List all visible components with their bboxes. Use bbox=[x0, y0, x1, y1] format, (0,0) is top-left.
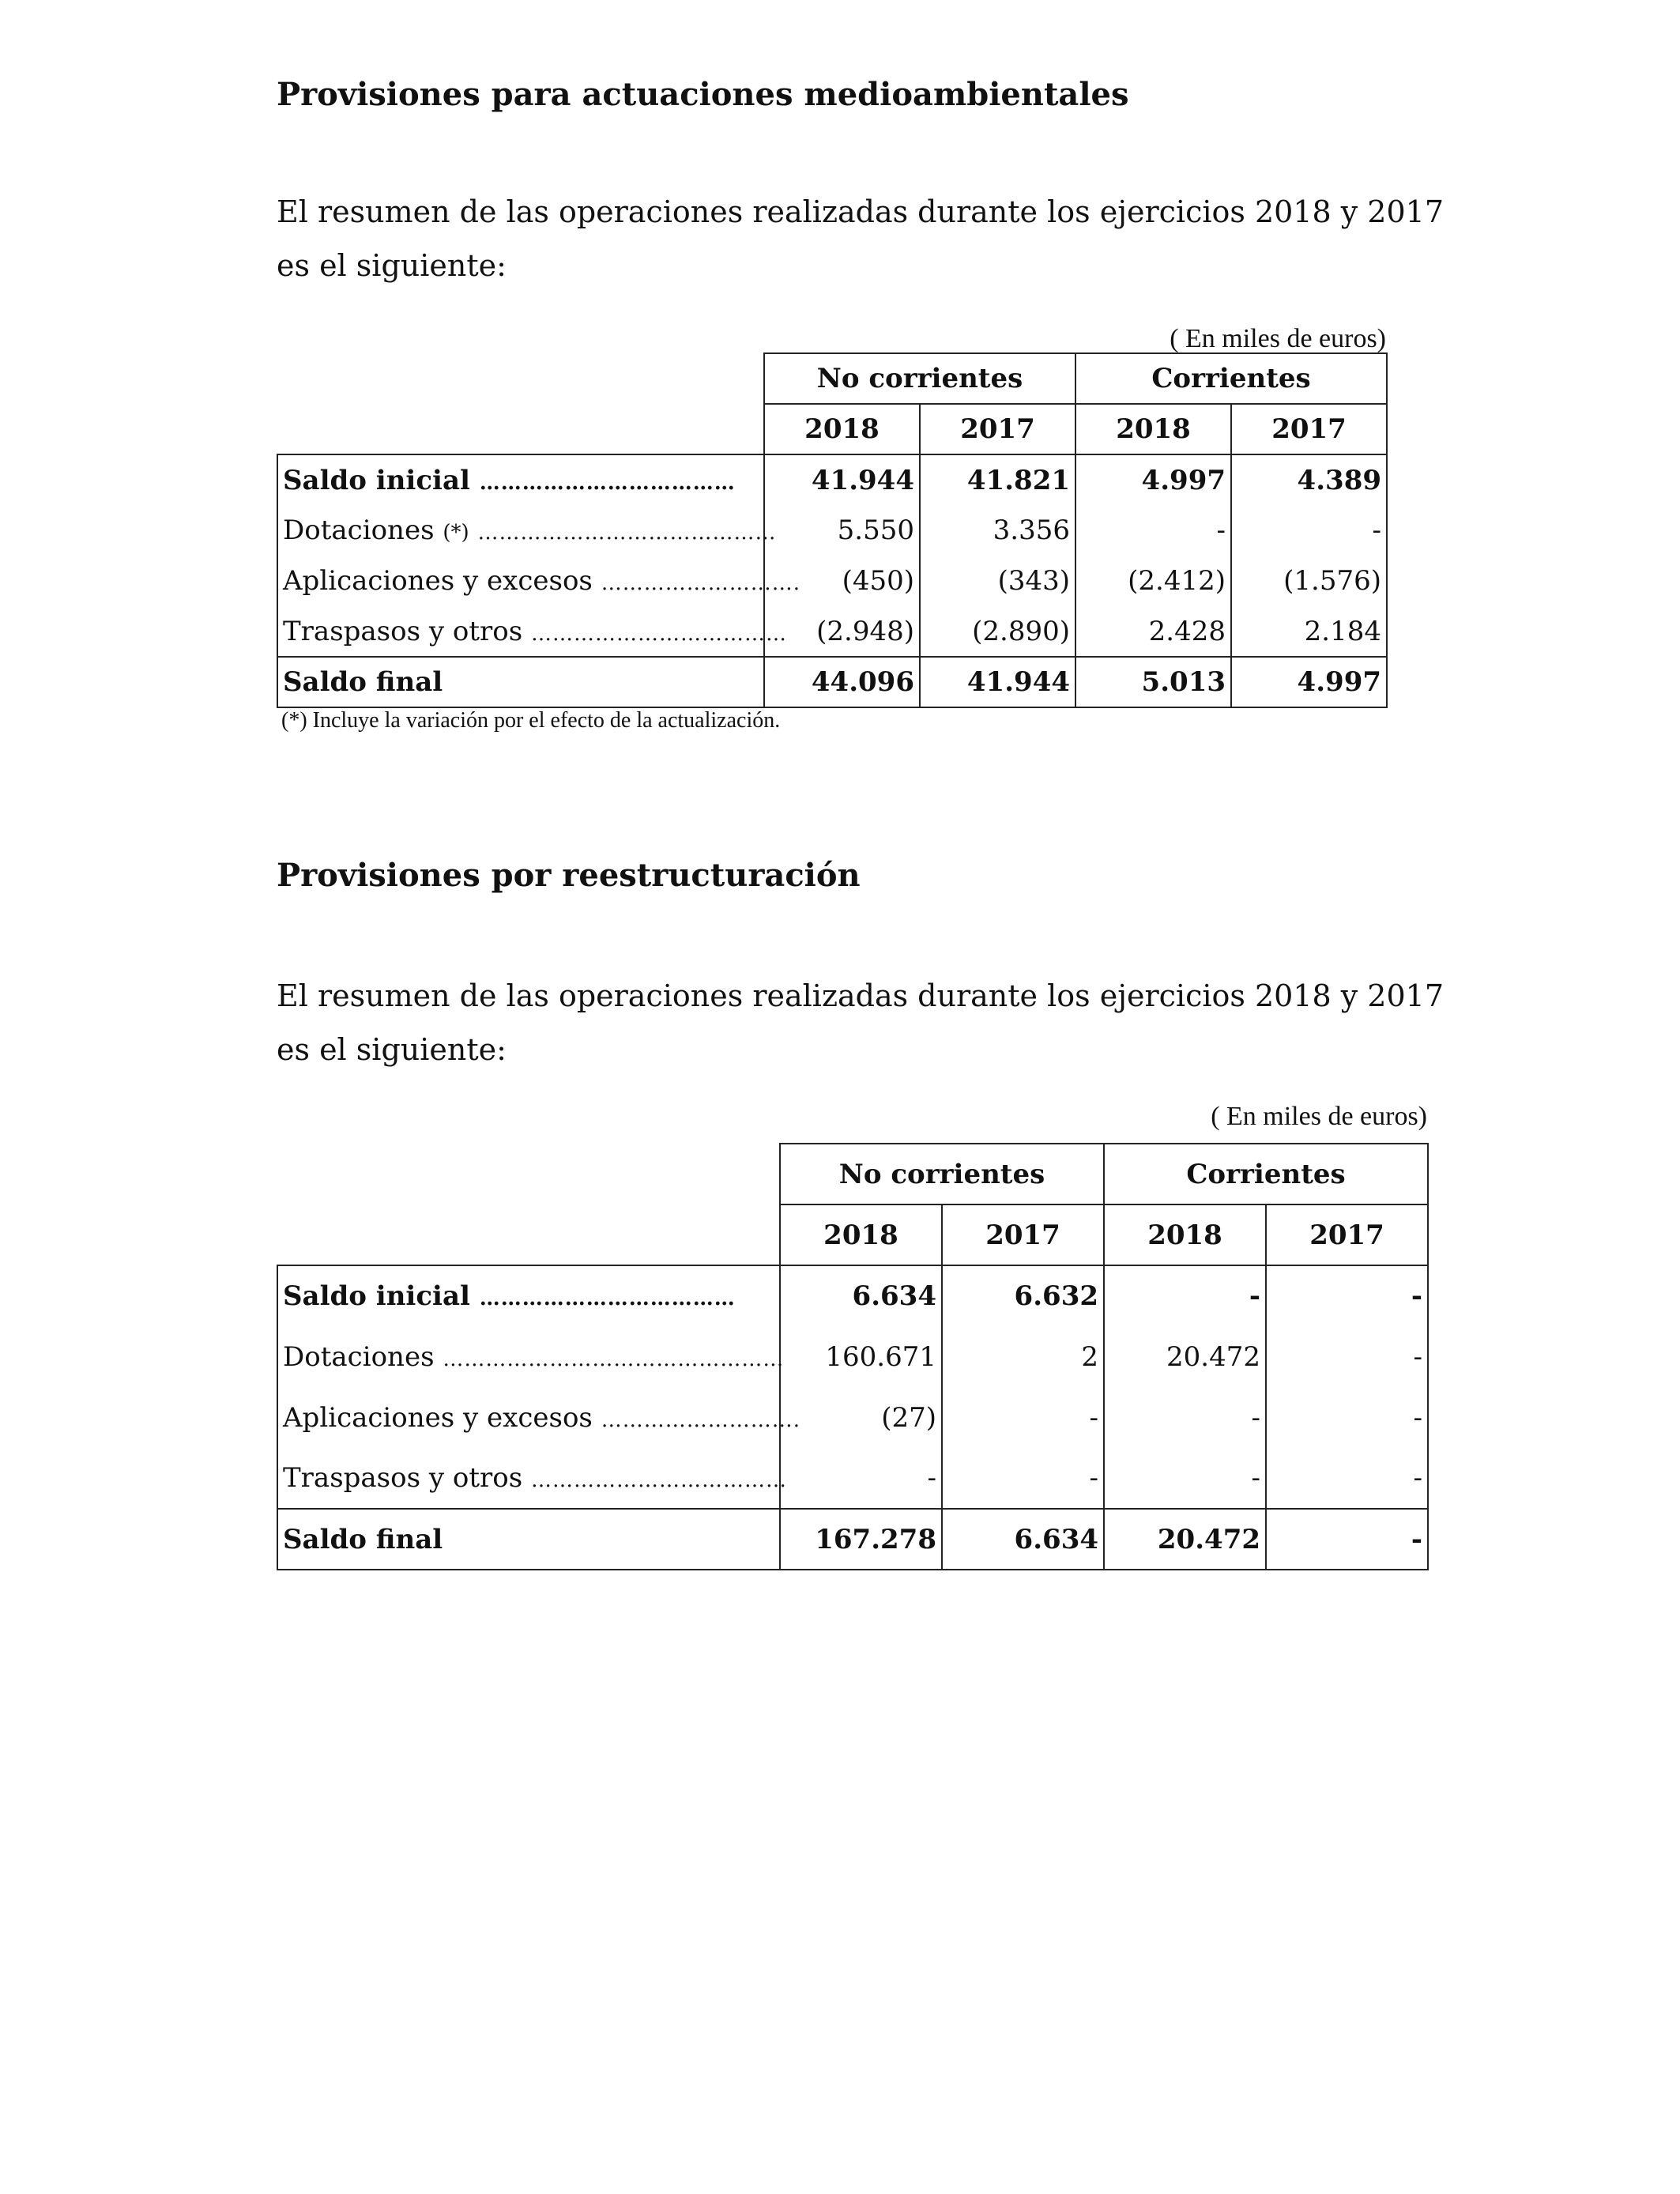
table-cell: 20.472 bbox=[1104, 1509, 1266, 1570]
table-cell: 6.634 bbox=[780, 1265, 942, 1326]
table-cell: - bbox=[1266, 1448, 1428, 1509]
unit-note: ( En miles de euros) bbox=[1170, 324, 1386, 353]
row-label bbox=[277, 657, 764, 707]
table-cell: - bbox=[1104, 1387, 1266, 1448]
year-header: 2017 bbox=[1266, 1204, 1428, 1265]
section-intro-restructuring bbox=[277, 969, 1444, 1076]
table-row-closing-balance bbox=[277, 1509, 1428, 1570]
table-cell: (2.412) bbox=[1075, 556, 1231, 606]
table-cell: 41.821 bbox=[920, 454, 1075, 505]
row-label-text: Saldo inicial bbox=[283, 464, 470, 496]
row-label bbox=[277, 454, 764, 505]
row-label bbox=[277, 556, 800, 606]
table-cell: - bbox=[942, 1387, 1104, 1448]
table-cell: - bbox=[1231, 505, 1387, 556]
row-label-text: Traspasos y otros bbox=[283, 615, 523, 647]
header-spacer bbox=[277, 1144, 780, 1204]
intro-line-1: El resumen de las operaciones realizadas durante los ejercicios 2018 y 2017 bbox=[277, 194, 1445, 229]
row-label bbox=[277, 1326, 785, 1387]
year-header: 2018 bbox=[764, 404, 920, 454]
dot-leader: ………………………. bbox=[601, 1408, 800, 1432]
dot-leader: ………………………. bbox=[601, 571, 800, 595]
table-cell: - bbox=[1075, 505, 1231, 556]
section-intro-environmental bbox=[277, 185, 1444, 292]
row-label bbox=[277, 1387, 800, 1448]
table-cell: 4.997 bbox=[1231, 657, 1387, 707]
year-header: 2017 bbox=[942, 1204, 1104, 1265]
header-spacer bbox=[277, 1204, 780, 1265]
table-row-allocations bbox=[277, 1326, 1428, 1387]
table-footnote: (*) Incluye la variación por el efecto de la actualización. bbox=[281, 708, 781, 733]
table-row-opening-balance bbox=[277, 1265, 1428, 1326]
table-cell: 41.944 bbox=[920, 657, 1075, 707]
table-cell: (27) bbox=[780, 1387, 942, 1448]
dot-leader: ……………………………… bbox=[479, 1287, 736, 1310]
group-header-current: Corrientes bbox=[1075, 353, 1387, 404]
table-row-allocations bbox=[277, 505, 1387, 556]
table-row-applications bbox=[277, 556, 1387, 606]
unit-note: ( En miles de euros) bbox=[1211, 1102, 1427, 1131]
group-header-row bbox=[277, 353, 1387, 404]
table-cell: 160.671 bbox=[780, 1326, 942, 1387]
dot-leader: ……………………………… bbox=[531, 1468, 787, 1492]
table-row-opening-balance bbox=[277, 454, 1387, 505]
table-cell: 4.389 bbox=[1231, 454, 1387, 505]
row-label-text: Saldo final bbox=[283, 1523, 443, 1555]
row-label bbox=[277, 606, 787, 657]
table-cell: 4.997 bbox=[1075, 454, 1231, 505]
table-cell: 2.184 bbox=[1231, 606, 1387, 657]
row-label-text: Aplicaciones y excesos bbox=[283, 565, 593, 597]
dot-leader: ……………………………… bbox=[531, 621, 787, 646]
group-header-current: Corrientes bbox=[1104, 1144, 1428, 1204]
table-cell: 167.278 bbox=[780, 1509, 942, 1570]
dot-leader: ……………………………… bbox=[479, 470, 736, 495]
year-header: 2017 bbox=[1231, 404, 1387, 454]
table-cell: (2.948) bbox=[764, 606, 920, 657]
row-label-text: Saldo inicial bbox=[283, 1280, 470, 1312]
table-row-transfers bbox=[277, 1448, 1428, 1509]
row-label bbox=[277, 1509, 780, 1570]
table-cell: 44.096 bbox=[764, 657, 920, 707]
table-cell: - bbox=[1266, 1265, 1428, 1326]
restructuring-provisions-table bbox=[277, 1143, 1429, 1570]
row-label-text: Dotaciones bbox=[283, 515, 435, 546]
table-cell: - bbox=[780, 1448, 942, 1509]
table-cell: - bbox=[942, 1448, 1104, 1509]
table-cell: - bbox=[1266, 1509, 1428, 1570]
row-label-text: Dotaciones bbox=[283, 1340, 435, 1373]
table-cell: 3.356 bbox=[920, 505, 1075, 556]
year-header-row bbox=[277, 1204, 1428, 1265]
year-header-row bbox=[277, 404, 1387, 454]
year-header: 2017 bbox=[920, 404, 1075, 454]
table-cell: (2.890) bbox=[920, 606, 1075, 657]
year-header: 2018 bbox=[780, 1204, 942, 1265]
intro-line-2: es el siguiente: bbox=[277, 248, 507, 283]
group-header-row bbox=[277, 1144, 1428, 1204]
group-header-non-current: No corrientes bbox=[764, 353, 1075, 404]
table-cell: 6.632 bbox=[942, 1265, 1104, 1326]
row-label bbox=[277, 1265, 780, 1326]
table-cell: - bbox=[1266, 1387, 1428, 1448]
year-header: 2018 bbox=[1075, 404, 1231, 454]
table-cell: 5.013 bbox=[1075, 657, 1231, 707]
row-label-text: Saldo final bbox=[283, 666, 443, 698]
table-cell: 2.428 bbox=[1075, 606, 1231, 657]
table-cell: 41.944 bbox=[764, 454, 920, 505]
environmental-provisions-table bbox=[277, 352, 1388, 708]
table-row-applications bbox=[277, 1387, 1428, 1448]
table-cell: 6.634 bbox=[942, 1509, 1104, 1570]
intro-line-2: es el siguiente: bbox=[277, 1032, 507, 1067]
table-cell: (343) bbox=[920, 556, 1075, 606]
header-spacer bbox=[277, 353, 764, 404]
table-cell: - bbox=[1104, 1265, 1266, 1326]
section-title-restructuring: Provisiones por reestructuración bbox=[277, 857, 861, 894]
row-label bbox=[277, 505, 777, 556]
section-title-environmental: Provisiones para actuaciones medioambientales bbox=[277, 76, 1129, 113]
table-cell: 2 bbox=[942, 1326, 1104, 1387]
group-header-non-current: No corrientes bbox=[780, 1144, 1104, 1204]
header-spacer bbox=[277, 404, 764, 454]
row-label bbox=[277, 1448, 787, 1509]
table-cell: 5.550 bbox=[764, 505, 920, 556]
footnote-marker: (*) bbox=[443, 521, 469, 545]
table-row-transfers bbox=[277, 606, 1387, 657]
row-label-text: Traspasos y otros bbox=[283, 1462, 523, 1494]
dot-leader: …………………………………… bbox=[477, 521, 777, 545]
dot-leader: ………………………………………… bbox=[443, 1347, 785, 1371]
table-cell: (1.576) bbox=[1231, 556, 1387, 606]
table-cell: - bbox=[1266, 1326, 1428, 1387]
table-cell: (450) bbox=[764, 556, 920, 606]
table-cell: 20.472 bbox=[1104, 1326, 1266, 1387]
intro-line-1: El resumen de las operaciones realizadas durante los ejercicios 2018 y 2017 bbox=[277, 978, 1445, 1013]
row-label-text: Aplicaciones y excesos bbox=[283, 1401, 593, 1434]
table-row-closing-balance bbox=[277, 657, 1387, 707]
year-header: 2018 bbox=[1104, 1204, 1266, 1265]
table-cell: - bbox=[1104, 1448, 1266, 1509]
